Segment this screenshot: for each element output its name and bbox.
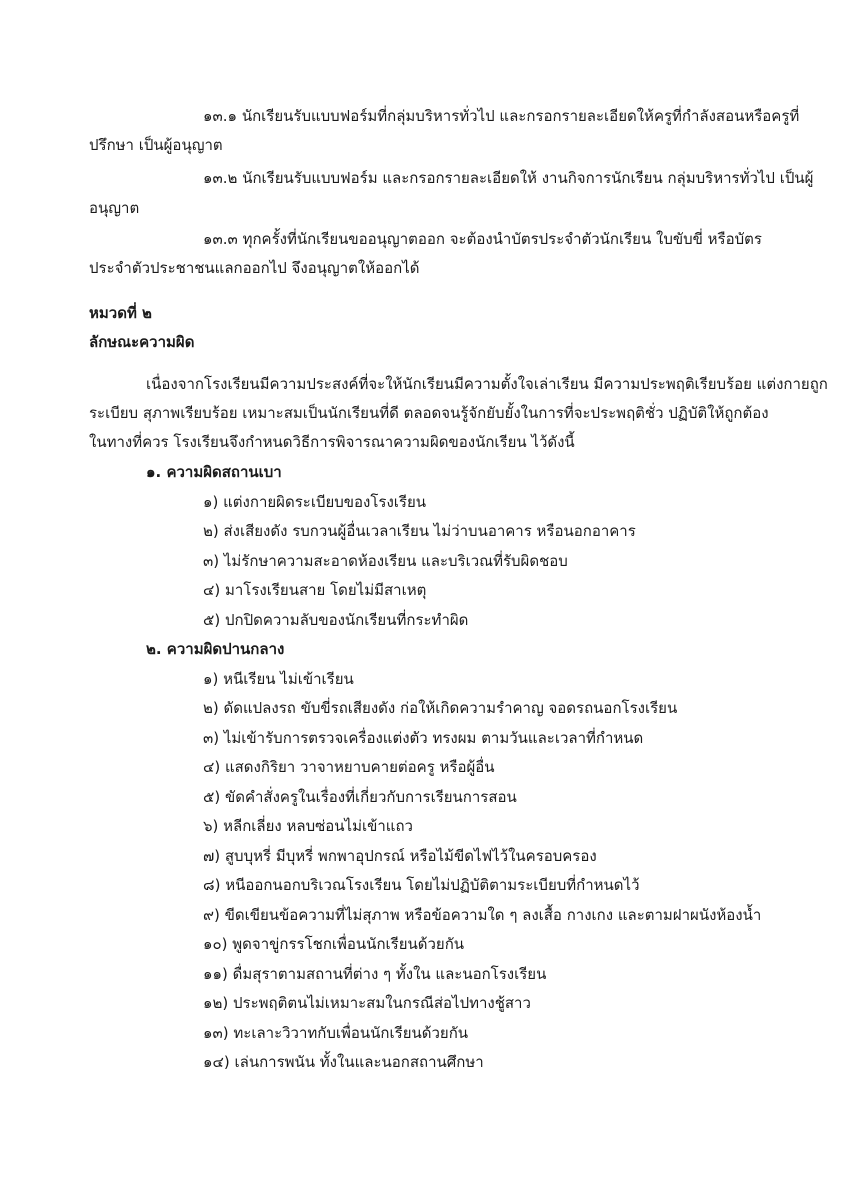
moderate-offense-item: ๔) แสดงกิริยา วาจาหยาบคายต่อครู หรือผู้อื่น — [203, 758, 495, 776]
minor-offense-item: ๔) มาโรงเรียนสาย โดยไม่มีสาเหตุ — [203, 581, 427, 599]
intro-line-2: ระเบียบ สุภาพเรียบร้อย เหมาะสมเป็นนักเรียนที่ดี ตลอดจนรู้จักยับยั้งในการที่จะประพฤติชั่ว ปฏิบัติให้ถูกต้อง — [89, 404, 769, 422]
minor-offense-item: ๒) ส่งเสียงดัง รบกวนผู้อื่นเวลาเรียน ไม่ว่าบนอาคาร หรือนอกอาคาร — [203, 522, 636, 540]
section-13-1-line-2: ปรึกษา เป็นผู้อนุญาต — [89, 136, 223, 154]
moderate-offense-item: ๕) ขัดคำสั่งครูในเรื่องที่เกี่ยวกับการเรียนการสอน — [203, 788, 517, 806]
moderate-offense-item: ๑๐) พูดจาขู่กรรโชกเพื่อนนักเรียนด้วยกัน — [203, 935, 465, 953]
minor-offense-heading: ๑. ความผิดสถานเบา — [146, 463, 282, 481]
moderate-offense-item: ๖) หลีกเลี่ยง หลบซ่อนไม่เข้าแถว — [203, 817, 413, 835]
section-13-2-line-1: ๑๓.๒ นักเรียนรับแบบฟอร์ม และกรอกรายละเอียดให้ งานกิจการนักเรียน กลุ่มบริหารทั่วไป เป็นผู้ — [203, 169, 814, 187]
intro-line-1: เนื่องจากโรงเรียนมีความประสงค์ที่จะให้นักเรียนมีความตั้งใจเล่าเรียน มีความประพฤติเรียบร้อย แต่งกายถูก — [146, 375, 828, 393]
moderate-offense-item: ๒) ดัดแปลงรถ ขับขี่รถเสียงดัง ก่อให้เกิดความรำคาญ จอดรถนอกโรงเรียน — [203, 699, 678, 717]
moderate-offense-item: ๑๔) เล่นการพนัน ทั้งในและนอกสถานศึกษา — [203, 1053, 484, 1071]
minor-offense-item: ๑) แต่งกายผิดระเบียบของโรงเรียน — [203, 493, 427, 511]
section-13-3-line-2: ประจำตัวประชาชนแลกออกไป จึงอนุญาตให้ออกได้ — [89, 259, 420, 277]
moderate-offense-item: ๙) ขีดเขียนข้อความที่ไม่สุภาพ หรือข้อความใด ๆ ลงเสื้อ กางเกง และตามฝาผนังห้องน้ำ — [203, 906, 762, 924]
chapter-number: หมวดที่ ๒ — [89, 304, 152, 322]
moderate-offense-item: ๑๑) ดื่มสุราตามสถานที่ต่าง ๆ ทั้งใน และนอกโรงเรียน — [203, 965, 547, 983]
moderate-offense-item: ๑๓) ทะเลาะวิวาทกับเพื่อนนักเรียนด้วยกัน — [203, 1024, 469, 1042]
moderate-offense-item: ๑๒) ประพฤติตนไม่เหมาะสมในกรณีส่อไปทางชู้สาว — [203, 994, 531, 1012]
minor-offense-item: ๓) ไม่รักษาความสะอาดห้องเรียน และบริเวณที่รับผิดชอบ — [203, 552, 568, 570]
moderate-offense-item: ๘) หนีออกนอกบริเวณโรงเรียน โดยไม่ปฏิบัติตามระเบียบที่กำหนดไว้ — [203, 876, 640, 894]
moderate-offense-item: ๗) สูบบุหรี่ มีบุหรี่ พกพาอุปกรณ์ หรือไม้ขีดไฟไว้ในครอบครอง — [203, 847, 597, 865]
moderate-offense-item: ๑) หนีเรียน ไม่เข้าเรียน — [203, 670, 354, 688]
minor-offense-item: ๕) ปกปิดความลับของนักเรียนที่กระทำผิด — [203, 611, 469, 629]
section-13-3-line-1: ๑๓.๓ ทุกครั้งที่นักเรียนขออนุญาตออก จะต้องนำบัตรประจำตัวนักเรียน ใบขับขี่ หรือบัตร — [203, 230, 762, 248]
chapter-title: ลักษณะความผิด — [89, 333, 195, 351]
intro-line-3: ในทางที่ควร โรงเรียนจึงกำหนดวิธีการพิจารณาความผิดของนักเรียน ไว้ดังนี้ — [89, 433, 575, 451]
section-13-1-line-1: ๑๓.๑ นักเรียนรับแบบฟอร์มที่กลุ่มบริหารทั่วไป และกรอกรายละเอียดให้ครูที่กำลังสอนหรือครูที่ — [203, 107, 800, 125]
moderate-offense-heading: ๒. ความผิดปานกลาง — [146, 640, 285, 658]
moderate-offense-item: ๓) ไม่เข้ารับการตรวจเครื่องแต่งตัว ทรงผม ตามวันและเวลาที่กำหนด — [203, 729, 644, 747]
section-13-2-line-2: อนุญาต — [89, 199, 140, 217]
